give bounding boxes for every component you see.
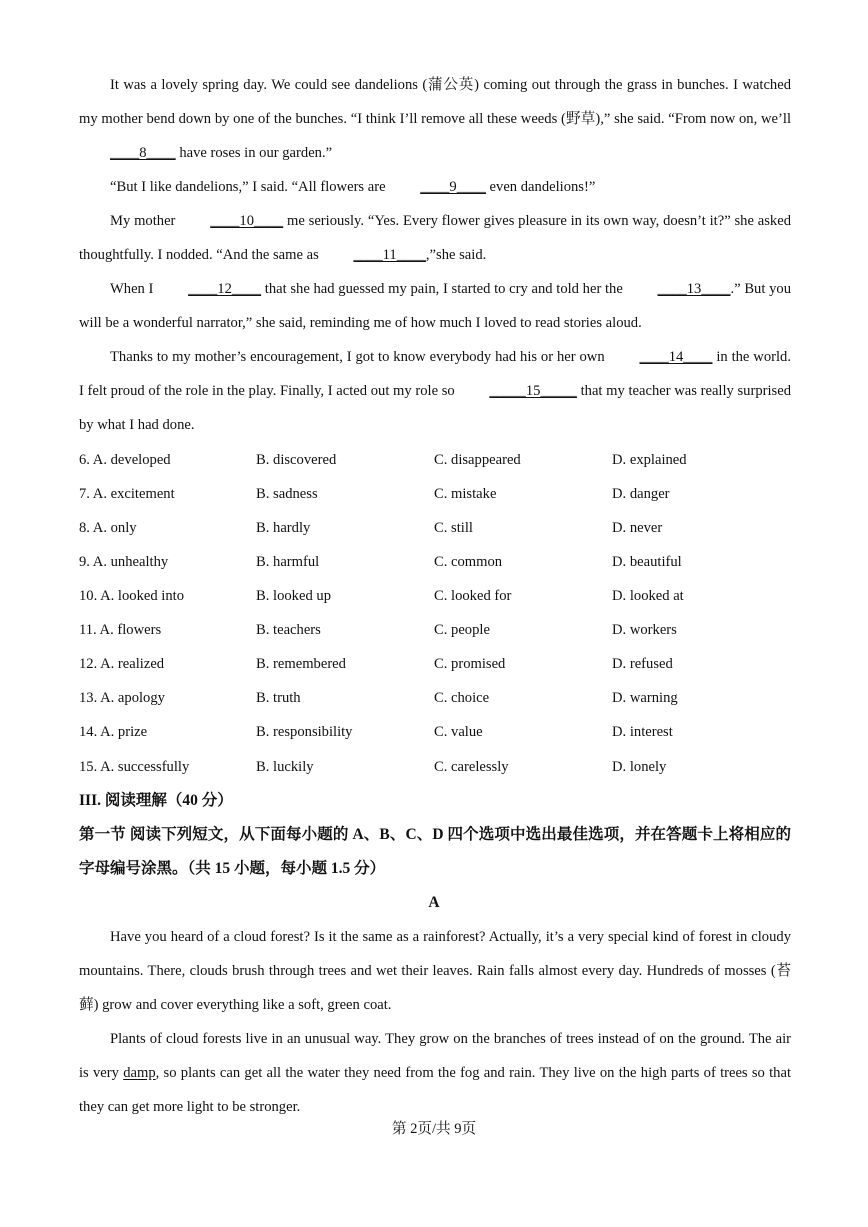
cloze-text: that my teacher was really surprised by what I had done. bbox=[79, 383, 791, 433]
option-c: C. looked for bbox=[434, 588, 512, 604]
cloze-text: Thanks to my mother’s encouragement, I got to know everybody had his or her own bbox=[110, 349, 609, 365]
option-c: C. mistake bbox=[434, 486, 497, 502]
cloze-paragraph-2 bbox=[79, 170, 791, 204]
section-title: III. 阅读理解（40 分） bbox=[79, 792, 233, 809]
option-b: B. hardly bbox=[256, 520, 311, 536]
option-a: 7. A. excitement bbox=[79, 486, 175, 502]
blank-10: ____10____ bbox=[210, 213, 284, 229]
option-d: D. looked at bbox=[612, 588, 684, 604]
underlined-word-damp: damp bbox=[123, 1065, 156, 1081]
cloze-text: have roses in our garden.” bbox=[175, 145, 333, 161]
section-instruction: 第一节 阅读下列短文，从下面每小题的 A、B、C、D 四个选项中选出最佳选项，并在答题卡上将相应的字母编号涂黑。（共 15 小题，每小题 1.5 分） bbox=[79, 826, 791, 877]
cloze-text: ,”she said. bbox=[425, 247, 487, 263]
option-c: C. promised bbox=[434, 656, 506, 672]
option-b: B. truth bbox=[256, 690, 301, 706]
cloze-paragraph-1 bbox=[79, 68, 791, 170]
option-b: B. remembered bbox=[256, 656, 346, 672]
cloze-text: .” But you will be a wonderful narrator,” she said, reminding me of how much I loved to read stories aloud. bbox=[79, 281, 791, 331]
question-options-row bbox=[79, 647, 791, 681]
cloze-text: even dandelions!” bbox=[485, 179, 596, 195]
cloze-text: that she had guessed my pain, I started to cry and told her the bbox=[261, 281, 627, 297]
question-options-row bbox=[79, 443, 791, 477]
blank-9: ____9____ bbox=[420, 179, 486, 195]
option-d: D. never bbox=[612, 520, 663, 536]
question-options-row bbox=[79, 511, 791, 545]
option-a: 12. A. realized bbox=[79, 656, 165, 672]
question-options-row bbox=[79, 613, 791, 647]
blank-15: _____15_____ bbox=[489, 383, 577, 399]
option-b: B. sadness bbox=[256, 486, 318, 502]
cloze-text: My mother bbox=[110, 213, 180, 229]
cloze-text: “But I like dandelions,” I said. “All flowers are bbox=[110, 179, 390, 195]
option-c: C. disappeared bbox=[434, 452, 521, 468]
blank-11: ____11____ bbox=[353, 247, 426, 263]
option-d: D. workers bbox=[612, 622, 677, 638]
reading-paragraph-1: Have you heard of a cloud forest? Is it the same as a rainforest? Actually, it’s a very special kind of forest in cloudy mountains. There, clouds brush through trees and wet their leaves. Rain falls almost every day. Hundreds of mosses (苔藓) grow and cover everything like a soft, green coat. bbox=[79, 929, 791, 1013]
cloze-text: in the world. I felt proud of the role in the play. Finally, I acted out my role so bbox=[79, 349, 791, 399]
option-d: D. danger bbox=[612, 486, 670, 502]
option-d: D. refused bbox=[612, 656, 673, 672]
cloze-text: me seriously. “Yes. Every flower gives pleasure in its own way, doesn’t it?” she asked thoughtfully. I nodded. “And the same as bbox=[79, 213, 791, 263]
option-b: B. harmful bbox=[256, 554, 320, 570]
option-d: D. interest bbox=[612, 724, 673, 740]
option-c: C. value bbox=[434, 724, 483, 740]
option-d: D. warning bbox=[612, 690, 678, 706]
option-b: B. teachers bbox=[256, 622, 321, 638]
reading-text: , so plants can get all the water they need from the fog and rain. They live on the high parts of trees so that they can get more light to be stronger. bbox=[79, 1065, 792, 1115]
reading-text: Plants of cloud forests live in an unusual way. They grow on the branches of trees instead of on the ground. The air is very bbox=[79, 1031, 791, 1081]
option-a: 13. A. apology bbox=[79, 690, 165, 706]
page-number-footer: 第 2页/共 9页 bbox=[391, 1121, 477, 1137]
question-options-row bbox=[79, 545, 791, 579]
option-a: 10. A. looked into bbox=[79, 588, 184, 604]
option-b: B. luckily bbox=[256, 759, 314, 775]
blank-14: ____14____ bbox=[639, 349, 713, 365]
option-a: 8. A. only bbox=[79, 520, 137, 536]
question-options-row bbox=[79, 477, 791, 511]
option-c: C. choice bbox=[434, 690, 490, 706]
option-b: B. discovered bbox=[256, 452, 337, 468]
option-c: C. common bbox=[434, 554, 503, 570]
question-options-row bbox=[79, 579, 791, 613]
cloze-paragraph-5 bbox=[79, 340, 791, 442]
question-options-row bbox=[79, 750, 791, 784]
question-options-row bbox=[79, 681, 791, 715]
option-b: B. responsibility bbox=[256, 724, 353, 740]
cloze-text: It was a lovely spring day. We could see dandelions (蒲公英) coming out through the grass in bunches. I watched my mother bend down by one of the bunches. “I think I’ll remove all these weeds (野草),” she said. “From now on, we’ll bbox=[79, 77, 791, 127]
option-c: C. people bbox=[434, 622, 490, 638]
option-d: D. beautiful bbox=[612, 554, 682, 570]
blank-8: ____8____ bbox=[110, 145, 176, 161]
question-options-row bbox=[79, 715, 791, 749]
option-c: C. carelessly bbox=[434, 759, 509, 775]
cloze-paragraph-3 bbox=[79, 204, 791, 272]
option-a: 9. A. unhealthy bbox=[79, 554, 169, 570]
option-a: 11. A. flowers bbox=[79, 622, 162, 638]
passage-letter-heading: A bbox=[428, 894, 440, 911]
cloze-paragraph-4 bbox=[79, 272, 791, 340]
blank-13: ____13____ bbox=[657, 281, 731, 297]
reading-paragraph-2 bbox=[79, 1022, 791, 1124]
option-a: 14. A. prize bbox=[79, 724, 148, 740]
blank-12: ____12____ bbox=[188, 281, 262, 297]
option-b: B. looked up bbox=[256, 588, 331, 604]
option-c: C. still bbox=[434, 520, 473, 536]
option-d: D. explained bbox=[612, 452, 687, 468]
cloze-text: When I bbox=[110, 281, 158, 297]
option-a: 15. A. successfully bbox=[79, 759, 190, 775]
option-d: D. lonely bbox=[612, 759, 667, 775]
option-a: 6. A. developed bbox=[79, 452, 171, 468]
